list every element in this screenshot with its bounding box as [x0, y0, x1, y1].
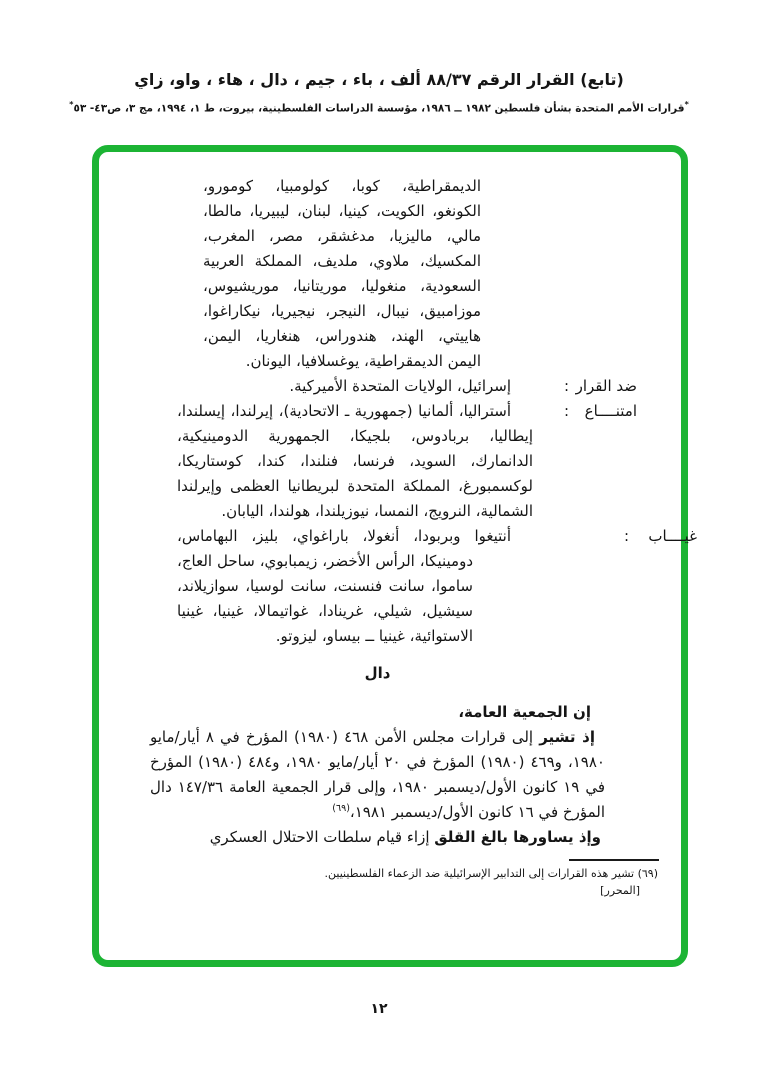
citation-text: قرارات الأمم المتحدة بشأن فلسطين ١٩٨٢ ــ ١٩٨٦، مؤسسة الدراسات الفلسطينية، بيروت، ط ١، ١٩٩٤، مج ٣، ص٤٣- ٥٣ — [73, 102, 685, 115]
concern-body: إزاء قيام سلطات الاحتلال العسكري — [209, 828, 435, 846]
concern-lead: وإذ يساورها بالغ القلق — [434, 828, 601, 846]
vote-label: غيــــاب — [648, 527, 697, 545]
section-dal — [150, 661, 605, 850]
concern-paragraph — [150, 825, 605, 850]
green-frame-box — [92, 145, 697, 967]
vote-label: ضد القرار — [575, 377, 637, 395]
vote-records — [177, 374, 697, 649]
vote-countries: أنتيغوا وبربودا، أنغولا، باراغواي، بليز، البهاماس، دومينيكا، الرأس الأخضر، زيمبابوي، ساحل العاج، ساموا، سانت فنسنت، سانت لوسيا، سوازيلاند، سيشيل، شيلي، غرينادا، غواتيمالا، غينيا، غينيا الاستوائية، غينيا ــ بيساو، ليزوتو. — [177, 527, 511, 645]
document-title: (تابع) القرار الرقم ٨٨/٣٧ ألف ، باء ، جيم ، دال ، هاء ، واو، زاي — [134, 70, 624, 89]
vote-row-against: ضد القرار:إسرائيل، الولايات المتحدة الأميركية. — [177, 374, 585, 399]
recital-lead: إذ تشير — [539, 728, 595, 746]
footnote-marker: (٦٩) — [637, 867, 658, 880]
vote-countries: إسرائيل، الولايات المتحدة الأميركية. — [289, 377, 511, 395]
footnote-area — [139, 859, 661, 899]
recital-body: إلى قرارات مجلس الأمن ٤٦٨ (١٩٨٠) المؤرخ في ٨ أيار/مايو ١٩٨٠، و٤٦٩ (١٩٨٠) المؤرخ في ٢٠ أيار/مايو ١٩٨٠، و٤٨٤ (١٩٨٠) المؤرخ في ١٩ كانون الأول/ديسمبر ١٩٨٠، وإلى قرار الجمعية العامة ١٤٧/٣٦ دال المؤرخ في ١٦ كانون الأول/ديسمبر ١٩٨١، — [150, 728, 605, 821]
editor-note: [المحرر] — [600, 883, 640, 897]
vote-countries: أستراليا، ألمانيا (جمهورية ـ الاتحادية)، إيرلندا، إيسلندا، إيطاليا، بربادوس، بلجيكا، الجمهورية الدومينيكية، الدانمارك، السويد، فرنسا، فنلندا، كندا، كوستاريكا، لوكسمبورغ، المملكة المتحدة لبريطانيا العظمى وإيرلندا الشمالية، النرويج، النمسا، نيوزيلندا، هولندا، اليابان. — [177, 402, 533, 520]
vote-row-abstain: امتنــــاع:أستراليا، ألمانيا (جمهورية ـ الاتحادية)، إيرلندا، إيسلندا، إيطاليا، بربادوس، بلجيكا، الجمهورية الدومينيكية، الدانمارك، السويد، فرنسا، فنلندا، كندا، كوستاريكا، لوكسمبورغ، المملكة المتحدة لبريطانيا العظمى وإيرلندا الشمالية، النرويج، النمسا، نيوزيلندا، هولندا، اليابان. — [177, 399, 585, 524]
source-citation — [0, 100, 758, 115]
footnote-text — [139, 866, 658, 883]
recital-paragraph — [150, 725, 605, 825]
vote-label: امتنــــاع — [584, 402, 637, 420]
opening-line: إن الجمعية العامة، — [458, 703, 591, 721]
page-number: ١٢ — [370, 1001, 388, 1017]
section-heading: دال — [364, 664, 391, 682]
footnote-divider — [569, 859, 659, 861]
vote-row-absent: غيــــاب:أنتيغوا وبربودا، أنغولا، باراغواي، بليز، البهاماس، دومينيكا، الرأس الأخضر، زيمبابوي، ساحل العاج، ساموا، سانت فنسنت، سانت لوسيا، سوازيلاند، سيشيل، شيلي، غرينادا، غواتيمالا، غينيا، غينيا الاستوائية، غينيا ــ بيساو، ليزوتو. — [177, 524, 585, 649]
footnote-body: تشير هذه القرارات إلى التدابير الإسرائيلية ضد الزعماء الفلسطينيين. — [324, 867, 638, 880]
with-vote-country-list: الديمقراطية، كوبا، كولومبيا، كومورو، الكونغو، الكويت، كينيا، لبنان، ليبيريا، مالطا، مالي، ماليزيا، مدغشقر، مصر، المغرب، المكسيك، ملاوي، ملديف، المملكة العربية السعودية، منغوليا، موريتانيا، موريشيوس، موزامبيق، نيبال، النيجر، نيجيريا، نيكاراغوا، هاييتي، الهند، هندوراس، هنغاريا، اليمن، اليمن الديمقراطية، يوغسلافيا، اليونان. — [203, 177, 481, 370]
citation-asterisk: * — [684, 100, 689, 109]
citation-asterisk: * — [69, 100, 74, 109]
footnote-reference: (٦٩) — [332, 803, 350, 814]
